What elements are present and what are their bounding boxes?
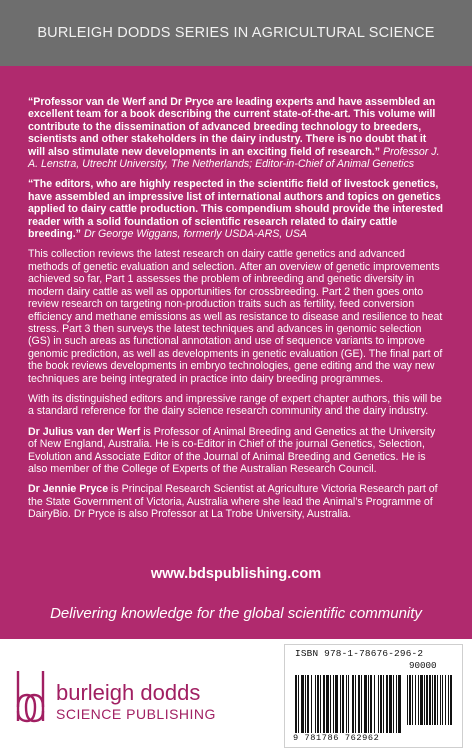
back-cover-text <box>28 96 446 529</box>
publisher-name: burleigh dodds <box>56 680 201 705</box>
endorsement-quote <box>28 96 446 170</box>
publisher-subtitle: SCIENCE PUBLISHING <box>56 706 216 722</box>
editor-name: Dr Julius van der Werf <box>28 425 141 438</box>
barcode-addon: 90000 <box>409 660 437 671</box>
editor-bio-text: is Principal Research Scientist at Agriculture Victoria Research part of the State Government of Victoria, Australia where she lead the Animal’s Programme of DairyBio. Dr Pryce is also Professor at La Trobe University, Australia. <box>28 483 438 521</box>
series-header-band <box>0 0 472 66</box>
description-paragraph: With its distinguished editors and impressive range of expert chapter authors, this will be a standard reference for the dairy science research community and the dairy industry. <box>28 392 442 418</box>
endorsement-quote <box>28 178 446 240</box>
isbn-barcode <box>284 644 463 748</box>
tagline: Delivering knowledge for the global scientific community <box>50 605 422 622</box>
series-title: BURLEIGH DODDS SERIES IN AGRICULTURAL SCIENCE <box>37 25 435 41</box>
ean-number: 9 781786 762962 <box>293 733 380 743</box>
quote-attribution: Professor J. A. Lenstra, Utrecht University, The Netherlands; Editor-in-Chief of Animal Genetics <box>28 145 440 171</box>
bd-logo-icon <box>13 667 47 727</box>
editor-bio <box>28 483 446 520</box>
editor-bio-text: is Professor of Animal Breeding and Genetics at the University of New England, Australia. He is co-Editor in Chief of the journal Genetics, Selection, Evolution and Associate Editor of the Journal of Animal Breeding and Genetics. He is also member of the College of Experts of the Australian Research Council. <box>28 425 436 475</box>
isbn-number: ISBN 978-1-78676-296-2 <box>295 648 424 659</box>
footer-panel <box>0 639 472 750</box>
publisher-website-link[interactable]: www.bdspublishing.com <box>150 566 322 582</box>
quote-attribution: Dr George Wiggans, formerly USDA-ARS, USA <box>83 228 307 241</box>
publisher-logo-text <box>56 681 216 723</box>
quote-text: “Professor van de Werf and Dr Pryce are leading experts and have assembled an excellent team for a book describing the current state-of-the-art. This volume will contribute to the dissemination of advanced breeding technology to breeders, scientists and other stakeholders in the dairy industry. There is no doubt that it will also stimulate new developments in an exciting field of research.” <box>28 96 436 158</box>
editor-bio <box>28 426 446 476</box>
barcode-bars-icon <box>295 675 453 733</box>
editor-name: Dr Jennie Pryce <box>28 483 109 496</box>
description-paragraph: This collection reviews the latest research on dairy cattle genetics and advanced methods of genetic evaluation and selection. After an overview of genetic improvements achieved so far, Part 1 assesses the problem of inbreeding and genetic diversity in modern dairy cattle as well as opportunities for crossbreeding. Part 2 then goes onto review research on targeting non-production traits such as fertility, feed conversion efficiency and methane emissions as well as resistance to disease and resilience to heat stress. Part 3 then surveys the latest techniques and advances in genomic selection (GS) in such areas as functional annotation and use of sequence variants to improve genomic prediction, as well as developments in genetic evaluation (GE). The final part of the book reviews developments in embryo technologies, gene editing and the way new techniques are being integrated in practice into dairy breeding programmes. <box>28 248 443 385</box>
quote-text: “The editors, who are highly respected in the scientific field of livestock genetics, have assembled an impressive list of international authors and topics on genetics applied to dairy cattle production. This compendium should provide the interested reader with a solid foundation of scientific research related to dairy cattle breeding.” <box>28 178 443 241</box>
